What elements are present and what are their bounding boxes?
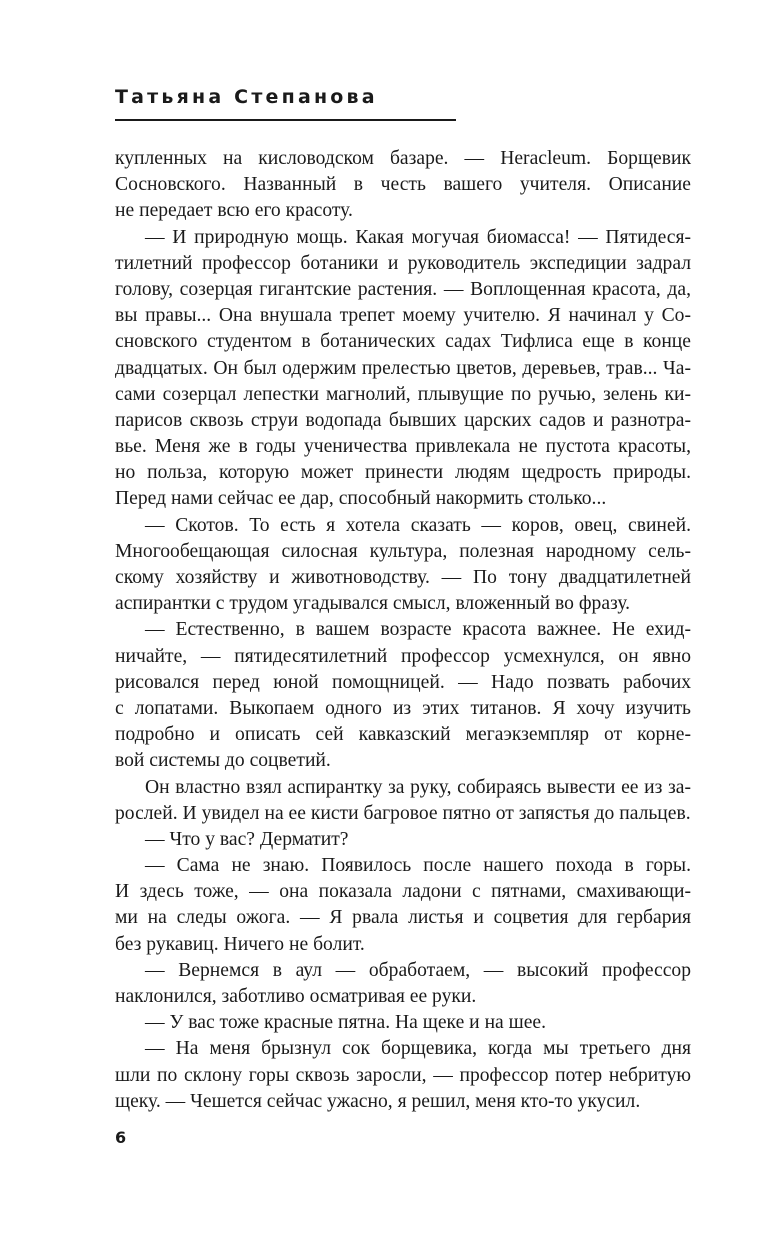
text-line: — Скотов. То есть я хотела сказать — коров, овец, свиней. xyxy=(145,514,691,536)
text-line: купленных на кисловодском базаре. — Heracleum. Борщевик xyxy=(115,148,691,169)
text-line: — На меня брызнул сок борщевика, когда мы третьего дня xyxy=(145,1038,691,1060)
text-line: подробно и описать сей кавказский мегаэкземпляр от корне- xyxy=(115,724,691,746)
text-line: рисовался перед юной помощницей. — Надо позвать рабочих xyxy=(115,671,691,693)
text-line: тилетний профессор ботаники и руководитель экспедиции задрал xyxy=(115,252,691,274)
text-line: рослей. И увидел на ее кисти багровое пятно от запястья до пальцев. xyxy=(115,802,691,824)
text-line: двадцатых. Он был одержим прелестью цветов, деревьев, трав... Ча- xyxy=(115,357,691,379)
text-line: парисов сквозь струи водопада бывших царских садов и разнотра- xyxy=(115,409,691,431)
text-line: ничайте, — пятидесятилетний профессор усмехнулся, он явно xyxy=(115,645,691,667)
text-line: Он властно взял аспирантку за руку, собираясь вывести ее из за- xyxy=(145,776,691,798)
text-line: наклонился, заботливо осматривая ее руки. xyxy=(115,986,477,1007)
header-rule xyxy=(115,119,456,121)
text-line: не передает всю его красоту. xyxy=(115,200,353,222)
text-line: сновского студентом в ботанических садах Тифлиса еще в конце xyxy=(115,331,691,353)
text-line: Сосновского. Названный в честь вашего учителя. Описание xyxy=(115,174,691,196)
text-line: — У вас тоже красные пятна. На щеке и на шее. xyxy=(145,1012,547,1034)
text-line: шли по склону горы сквозь заросли, — профессор потер небритую xyxy=(115,1064,691,1086)
text-line: с лопатами. Выкопаем одного из этих титанов. Я хочу изучить xyxy=(115,697,691,719)
text-line: аспирантки с трудом угадывался смысл, вложенный во фразу. xyxy=(115,593,631,615)
running-head-author: Татьяна Степанова xyxy=(115,86,378,108)
text-line: — Сама не знаю. Появилось после нашего похода в горы. xyxy=(145,855,691,877)
text-line: голову, созерцая гигантские растения. — Воплощенная красота, да, xyxy=(115,278,691,300)
text-line: Многообещающая силосная культура, полезная народному сель- xyxy=(115,540,691,562)
text-line: — Что у вас? Дерматит? xyxy=(145,828,349,850)
text-line: скому хозяйству и животноводству. — По тону двадцатилетней xyxy=(115,567,691,588)
body-text xyxy=(115,146,691,1115)
text-line: сами созерцал лепестки магнолий, плывущие по ручью, зелень ки- xyxy=(115,383,691,405)
text-line: щеку. — Чешется сейчас ужасно, я решил, меня кто-то укусил. xyxy=(115,1090,641,1112)
page-number: 6 xyxy=(115,1128,127,1147)
text-line: — Естественно, в вашем возрасте красота важнее. Не ехид- xyxy=(145,619,691,641)
text-line: вой системы до соцветий. xyxy=(115,750,331,772)
text-line: И здесь тоже, — она показала ладони с пятнами, смахивающи- xyxy=(115,881,691,903)
text-line: — И природную мощь. Какая могучая биомасса! — Пятидеся- xyxy=(145,226,691,248)
text-line: Перед нами сейчас ее дар, способный накормить столько... xyxy=(115,488,607,510)
text-line: но польза, которую может принести людям щедрость природы. xyxy=(115,462,691,484)
text-line: вье. Меня же в годы ученичества привлекала не пустота красоты, xyxy=(115,436,691,458)
text-line: — Вернемся в аул — обработаем, — высокий профессор xyxy=(145,959,691,981)
text-line: без рукавиц. Ничего не болит. xyxy=(115,933,365,955)
text-line: вы правы... Она внушала трепет моему учителю. Я начинал у Со- xyxy=(115,305,691,327)
text-line: ми на следы ожога. — Я рвала листья и соцветия для гербария xyxy=(115,907,691,929)
